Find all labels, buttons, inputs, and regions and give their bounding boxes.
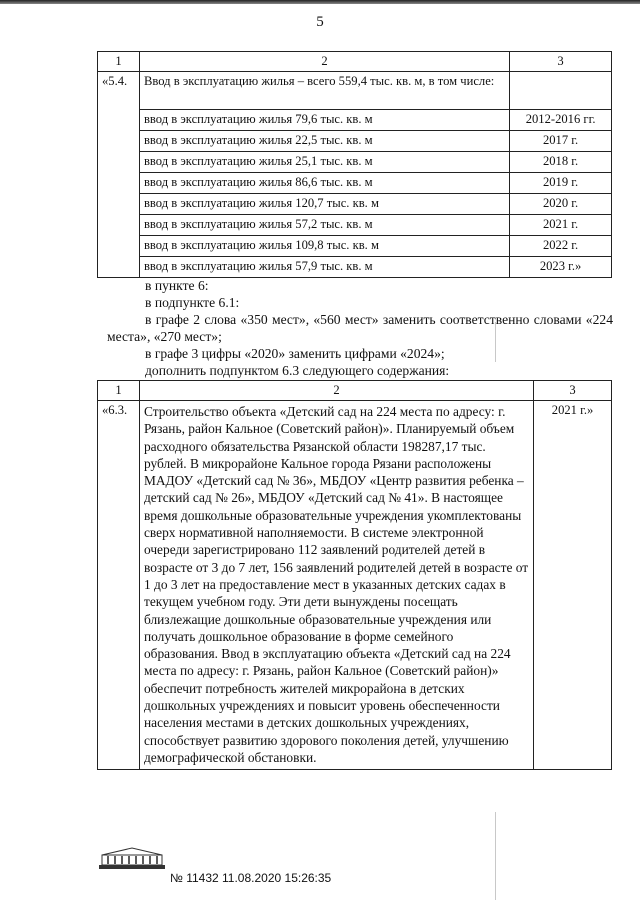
item-text: ввод в эксплуатацию жилья 57,2 тыс. кв. м	[139, 215, 509, 236]
item-term: 2012-2016 гг.	[510, 110, 612, 131]
item-term: 2018 г.	[510, 152, 612, 173]
header-cell: 3	[510, 52, 612, 72]
table-row	[98, 194, 612, 215]
paragraph: в подпункте 6.1:	[145, 295, 240, 310]
document-id: № 11432 11.08.2020 15:26:35	[170, 871, 332, 885]
item-term: 2023 г.»	[510, 257, 612, 278]
item-term: 2017 г.	[510, 131, 612, 152]
item-term: 2020 г.	[510, 194, 612, 215]
table-row	[98, 236, 612, 257]
housing-table	[97, 51, 612, 278]
item-term	[510, 72, 612, 110]
item-term: 2021 г.»	[534, 401, 612, 770]
table-row	[98, 152, 612, 173]
item-term: 2021 г.	[510, 215, 612, 236]
item-text: Строительство объекта «Детский сад на 224 места по адресу: г. Рязань, район Кальное (Советский район)». Планируемый объем расходного обязательства Рязанской области 198287,17 тыс. рублей. В микрорайоне Кальное города Рязани расположены МАДОУ «Детский сад № 36», МБДОУ «Центр развития ребенка – детский сад № 26», МБДОУ «Детский сад № 41». В настоящее время дошкольные образовательные учреждения укомплектованы сверх нормативной наполняемости. В системе электронной очереди зарегистрировано 112 заявлений родителей детей в возрасте от 3 до 7 лет, 156 заявлений родителей детей в возрасте от 1 до 3 лет на предоставление мест в указанных детских садах в текущем учебном году. Эти дети вынуждены посещать близлежащие дошкольные образовательные учреждения или получать дошкольное образование в форме семейного образования. Ввод в эксплуатацию объекта «Детский сад на 224 места по адресу: г. Рязань, район Кальное (Советский район)» обеспечит потребность жителей микрорайона в детских дошкольных учреждениях и повысит уровень обеспеченности населения местами в детских дошкольных учреждениях, способствует развитию здорового поколения детей, улучшению демографической обстановки.	[139, 401, 533, 770]
item-text: ввод в эксплуатацию жилья 25,1 тыс. кв. м	[139, 152, 509, 173]
table-row	[98, 401, 612, 770]
item-text: ввод в эксплуатацию жилья 57,9 тыс. кв. м	[139, 257, 509, 278]
table-header-row	[98, 381, 612, 401]
scan-artifact	[495, 812, 496, 900]
table-row	[98, 215, 612, 236]
paragraph: в пункте 6:	[145, 278, 209, 293]
item-text: ввод в эксплуатацию жилья 22,5 тыс. кв. м	[139, 131, 509, 152]
table-row	[98, 257, 612, 278]
paragraph: в графе 3 цифры «2020» заменить цифрами «2024»;	[145, 346, 445, 361]
item-text: ввод в эксплуатацию жилья 79,6 тыс. кв. м	[139, 110, 509, 131]
paragraph: дополнить подпунктом 6.3 следующего содержания:	[145, 363, 450, 378]
table-row	[98, 72, 612, 110]
kindergarten-table	[97, 380, 612, 770]
scan-edge	[0, 0, 640, 4]
item-text: ввод в эксплуатацию жилья 86,6 тыс. кв. м	[139, 173, 509, 194]
table-header-row	[98, 52, 612, 72]
table-row	[98, 110, 612, 131]
table-row	[98, 173, 612, 194]
building-stamp-icon	[98, 846, 166, 870]
item-number: «5.4.	[98, 72, 140, 278]
header-cell: 2	[139, 381, 533, 401]
item-term: 2022 г.	[510, 236, 612, 257]
page-number: 5	[316, 14, 324, 30]
header-cell: 1	[98, 381, 140, 401]
item-text: ввод в эксплуатацию жилья 109,8 тыс. кв. м	[139, 236, 509, 257]
header-cell: 2	[139, 52, 509, 72]
item-term: 2019 г.	[510, 173, 612, 194]
item-text: ввод в эксплуатацию жилья 120,7 тыс. кв. м	[139, 194, 509, 215]
header-cell: 1	[98, 52, 140, 72]
header-cell: 3	[534, 381, 612, 401]
table-row	[98, 131, 612, 152]
paragraph: в графе 2 слова «350 мест», «560 мест» заменить соответственно словами «224 места», «270 мест»;	[107, 312, 613, 344]
item-text: Ввод в эксплуатацию жилья – всего 559,4 тыс. кв. м, в том числе:	[139, 72, 509, 110]
item-number: «6.3.	[98, 401, 140, 770]
